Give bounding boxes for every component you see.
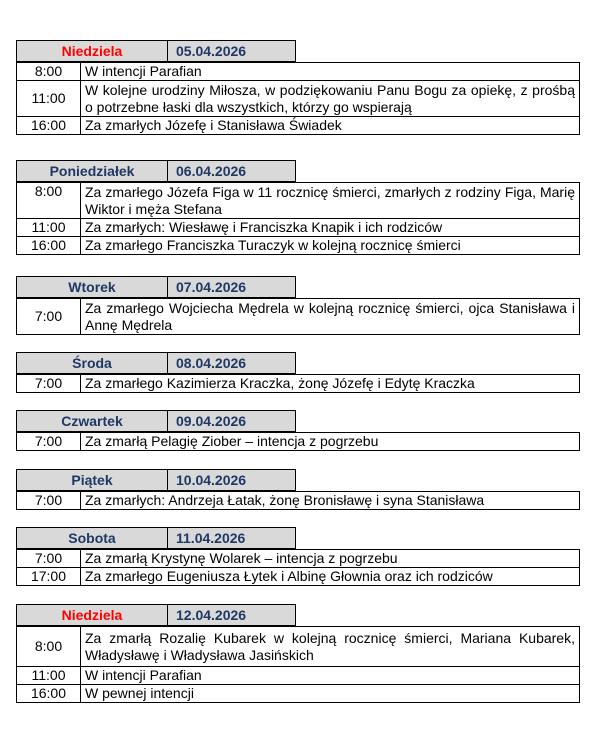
- day-block-sunday-0504: [16, 40, 580, 135]
- day-header: [16, 527, 580, 549]
- mass-table: [16, 549, 580, 586]
- day-name: Niedziela: [16, 604, 168, 626]
- mass-intention: Za zmarłego Eugeniusza Łytek i Albinę Głownia oraz ich rodziców: [81, 568, 580, 586]
- mass-time: 8:00: [17, 63, 81, 81]
- day-name: Poniedziałek: [16, 160, 168, 182]
- day-header: [16, 604, 580, 626]
- table-row: [17, 685, 580, 703]
- mass-time: 7:00: [17, 433, 81, 451]
- day-block-wednesday: [16, 352, 580, 393]
- day-block-saturday: [16, 527, 580, 586]
- day-block-monday: [16, 160, 580, 255]
- table-row: [17, 433, 580, 451]
- day-date: 10.04.2026: [168, 469, 296, 491]
- mass-intention: Za zmarłego Kazimierza Kraczka, żonę Józefę i Edytę Kraczka: [81, 375, 580, 393]
- mass-intention: Za zmarłych: Andrzeja Łatak, żonę Bronisławę i syna Stanisława: [81, 492, 580, 510]
- day-name: Sobota: [16, 527, 168, 549]
- table-row: [17, 568, 580, 586]
- table-row: [17, 627, 580, 667]
- table-row: [17, 550, 580, 568]
- day-date: 09.04.2026: [168, 410, 296, 432]
- mass-intention: W pewnej intencji: [81, 685, 580, 703]
- day-date: 12.04.2026: [168, 604, 296, 626]
- table-row: [17, 299, 580, 335]
- mass-time: 8:00: [17, 183, 81, 219]
- mass-time: 11:00: [17, 219, 81, 237]
- mass-table: [16, 374, 580, 393]
- day-header: [16, 160, 580, 182]
- mass-intention: Za zmarłą Krystynę Wolarek – intencja z pogrzebu: [81, 550, 580, 568]
- mass-time: 16:00: [17, 685, 81, 703]
- day-date: 06.04.2026: [168, 160, 296, 182]
- mass-intention: Za zmarłą Pelagię Ziober – intencja z pogrzebu: [81, 433, 580, 451]
- mass-time: 16:00: [17, 117, 81, 135]
- day-block-tuesday: [16, 276, 580, 335]
- day-date: 07.04.2026: [168, 276, 296, 298]
- mass-intention: W kolejne urodziny Miłosza, w podziękowaniu Panu Bogu za opiekę, z prośbą o potrzebne łaski dla wszystkich, którzy go wspierają: [81, 81, 580, 117]
- mass-time: 8:00: [17, 627, 81, 667]
- day-date: 05.04.2026: [168, 40, 296, 62]
- mass-time: 7:00: [17, 299, 81, 335]
- mass-time: 16:00: [17, 237, 81, 255]
- mass-intention: Za zmarłego Józefa Figa w 11 rocznicę śmierci, zmarłych z rodziny Figa, Marię Wiktor i męża Stefana: [81, 183, 580, 219]
- table-row: [17, 237, 580, 255]
- table-row: [17, 117, 580, 135]
- table-row: [17, 667, 580, 685]
- mass-intention: Za zmarłą Rozalię Kubarek w kolejną rocznicę śmierci, Mariana Kubarek, Władysławę i Władysława Jasińskich: [81, 627, 580, 667]
- day-header: [16, 469, 580, 491]
- day-block-sunday-1204: [16, 604, 580, 703]
- day-header: [16, 410, 580, 432]
- day-date: 11.04.2026: [168, 527, 296, 549]
- day-name: Wtorek: [16, 276, 168, 298]
- day-date: 08.04.2026: [168, 352, 296, 374]
- day-block-friday: [16, 469, 580, 510]
- mass-table: [16, 62, 580, 135]
- mass-intention: Za zmarłych Józefę i Stanisława Świadek: [81, 117, 580, 135]
- mass-intention: Za zmarłych: Wiesławę i Franciszka Knapik i ich rodziców: [81, 219, 580, 237]
- mass-time: 11:00: [17, 667, 81, 685]
- table-row: [17, 219, 580, 237]
- mass-table: [16, 182, 580, 255]
- day-header: [16, 40, 580, 62]
- mass-time: 7:00: [17, 550, 81, 568]
- day-name: Niedziela: [16, 40, 168, 62]
- mass-time: 7:00: [17, 492, 81, 510]
- mass-table: [16, 626, 580, 703]
- mass-time: 17:00: [17, 568, 81, 586]
- day-header: [16, 352, 580, 374]
- mass-intention: Za zmarłego Wojciecha Mędrela w kolejną rocznicę śmierci, ojca Stanisława i Annę Mędrela: [81, 299, 580, 335]
- mass-table: [16, 432, 580, 451]
- mass-intention: W intencji Parafian: [81, 667, 580, 685]
- mass-intention: W intencji Parafian: [81, 63, 580, 81]
- day-name: Czwartek: [16, 410, 168, 432]
- day-name: Środa: [16, 352, 168, 374]
- table-row: [17, 492, 580, 510]
- day-name: Piątek: [16, 469, 168, 491]
- day-block-thursday: [16, 410, 580, 451]
- mass-time: 11:00: [17, 81, 81, 117]
- table-row: [17, 183, 580, 219]
- mass-table: [16, 298, 580, 335]
- mass-time: 7:00: [17, 375, 81, 393]
- table-row: [17, 81, 580, 117]
- mass-table: [16, 491, 580, 510]
- mass-intention: Za zmarłego Franciszka Turaczyk w kolejną rocznicę śmierci: [81, 237, 580, 255]
- table-row: [17, 63, 580, 81]
- table-row: [17, 375, 580, 393]
- day-header: [16, 276, 580, 298]
